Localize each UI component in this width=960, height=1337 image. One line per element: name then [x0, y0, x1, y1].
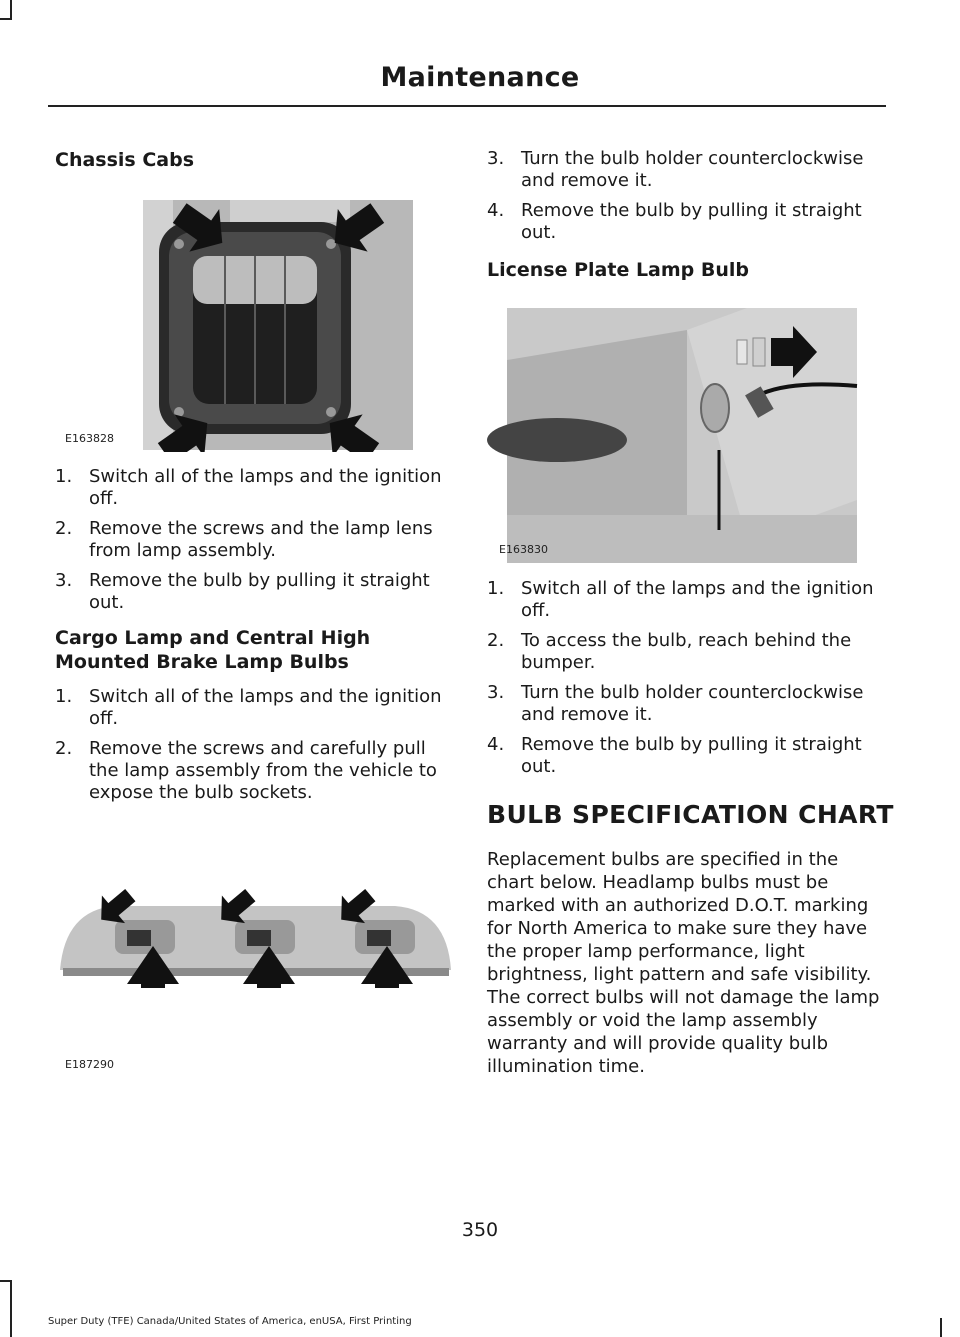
list-item: 3. Turn the bulb holder counterclockwise and remove it. [487, 682, 864, 725]
crop-mark [940, 1318, 942, 1337]
figure-label: E187290 [65, 1058, 114, 1071]
footer-text: Super Duty (TFE) Canada/United States of America, enUSA, First Printing [48, 1316, 412, 1327]
chassis-steps-continued [487, 148, 882, 252]
cargo-lamp-illustration [55, 880, 455, 1080]
page-title: Maintenance [380, 62, 580, 93]
page-number: 350 [461, 1219, 499, 1241]
list-item: 3. Remove the bulb by pulling it straight out. [55, 570, 430, 613]
license-plate-heading: License Plate Lamp Bulb [487, 259, 750, 281]
crop-mark [0, 18, 12, 20]
crop-mark [10, 0, 12, 20]
license-plate-figure [487, 300, 862, 565]
figure-label: E163830 [499, 543, 548, 556]
list-item: 2. Remove the screws and the lamp lens from lamp assembly. [55, 518, 433, 561]
list-item: 4. Remove the bulb by pulling it straight out. [487, 734, 862, 777]
list-item: 4. Remove the bulb by pulling it straight out. [487, 200, 862, 243]
list-item: 3. Turn the bulb holder counterclockwise and remove it. [487, 148, 864, 191]
chassis-lamp-figure [55, 196, 445, 452]
list-item: 1. Switch all of the lamps and the ignition off. [55, 686, 442, 729]
list-item: 2. Remove the screws and carefully pull the lamp assembly from the vehicle to expose the bulb sockets. [55, 738, 437, 803]
crop-mark [0, 1280, 12, 1282]
header-divider [48, 105, 886, 107]
cargo-lamp-figure [55, 880, 455, 1080]
list-item: 1. Switch all of the lamps and the ignition off. [487, 578, 874, 621]
bulb-spec-section-heading: BULB SPECIFICATION CHART [487, 800, 894, 829]
cargo-steps-list [55, 686, 450, 812]
cargo-lamp-heading: Cargo Lamp and Central High Mounted Brake Lamp Bulbs [55, 627, 371, 673]
license-plate-steps-list [487, 578, 882, 786]
license-plate-illustration [487, 300, 862, 565]
chassis-steps-list [55, 466, 450, 622]
chassis-cabs-heading: Chassis Cabs [55, 149, 195, 171]
figure-label: E163828 [65, 432, 114, 445]
chassis-lamp-illustration [55, 196, 445, 452]
list-item: 1. Switch all of the lamps and the ignition off. [55, 466, 442, 509]
bulb-spec-paragraph: Replacement bulbs are specified in the chart below. Headlamp bulbs must be marked with an authorized D.O.T. marking for North America to make sure they have the proper lamp performance, light brightness, light pattern and safe visibility. The correct bulbs will not damage the lamp assembly or void the lamp assembly warranty and will provide quality bulb illumination time. [487, 849, 880, 1077]
crop-mark [10, 1280, 12, 1337]
list-item: 2. To access the bulb, reach behind the bumper. [487, 630, 852, 673]
